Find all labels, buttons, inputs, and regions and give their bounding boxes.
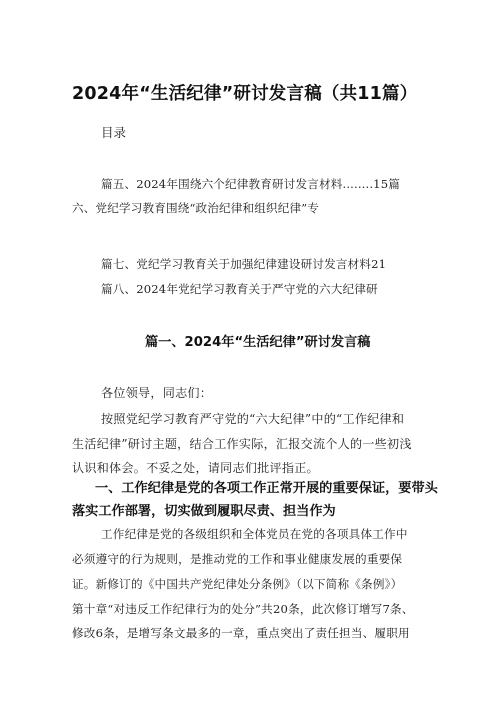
intro-line: 生活纪律”研讨主题，结合工作实际，汇报交流个人的一些初浅 <box>72 437 412 451</box>
salutation: 各位领导，同志们： <box>101 386 213 400</box>
toc-entry: 六、党纪学习教育围绕“政治纪律和组织纪律”专 <box>72 201 320 215</box>
intro-line: 按照党纪学习教育严守党的“六大纪律”中的“工作纪律和 <box>101 412 405 426</box>
paragraph-line: 必须遵守的行为规则，是推动党的工作和事业健康发展的重要保 <box>72 552 403 566</box>
paragraph-line: 第十章“对违反工作纪律行为的处分”共20条，此次修订增写7条、 <box>72 602 414 616</box>
section-title: 篇一、2024年“生活纪律”研讨发言稿 <box>145 335 371 350</box>
intro-line: 认识和体会。不妥之处，请同志们批评指正。 <box>72 461 319 475</box>
document-title: 2024年“生活纪律”研讨发言稿（共11篇） <box>72 84 418 104</box>
toc-heading: 目录 <box>101 125 127 140</box>
toc-entry: 篇八、2024年党纪学习教育关于严守党的六大纪律研 <box>101 282 378 296</box>
toc-entry: 篇五、2024年围绕六个纪律教育研讨发言材料........15篇 <box>101 177 400 191</box>
paragraph-line: 证。新修订的《中国共产党纪律处分条例》（以下简称《条例》） <box>72 577 403 591</box>
subheading-line: 一、工作纪律是党的各项工作正常开展的重要保证，要带头 <box>95 481 438 496</box>
toc-entry: 篇七、党纪学习教育关于加强纪律建设研讨发言材料21 <box>101 257 387 271</box>
paragraph-line: 修改6条，是增写条文最多的一章，重点突出了责任担当、履职用 <box>72 626 410 640</box>
paragraph-line: 工作纪律是党的各级组织和全体党员在党的各项具体工作中 <box>101 527 408 541</box>
subheading-line: 落实工作部署，切实做到履职尽责、担当作为 <box>72 504 336 519</box>
